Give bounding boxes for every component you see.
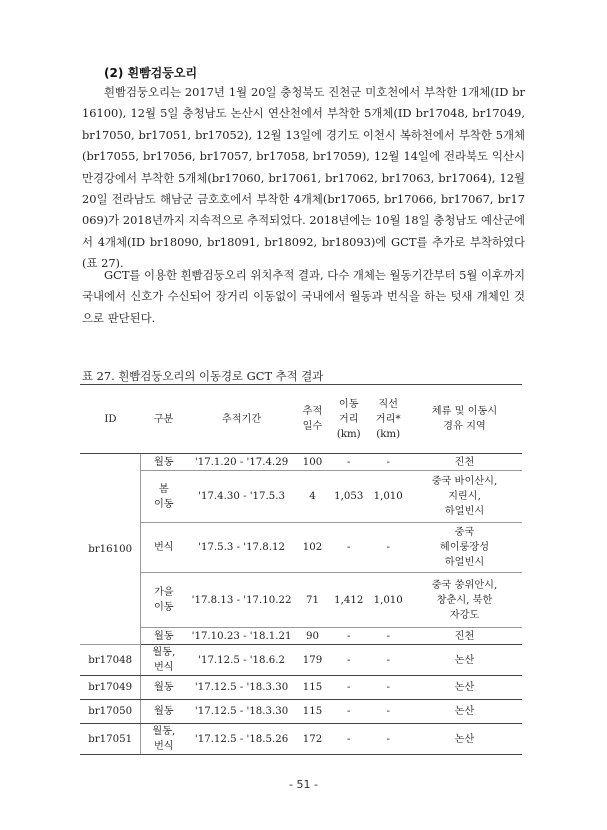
cell-distance: - xyxy=(328,628,369,645)
cell-type: 월동, 번식 xyxy=(141,724,186,755)
table-row xyxy=(80,628,522,645)
table-row xyxy=(80,573,522,628)
cell-period: '17.8.13 - '17.10.22 xyxy=(186,573,297,628)
header-straight: 직선 거리* (km) xyxy=(369,385,407,454)
cell-days: 172 xyxy=(297,724,328,755)
header-id: ID xyxy=(80,385,141,454)
cell-period: '17.4.30 - '17.5.3 xyxy=(186,471,297,523)
table-header-row xyxy=(80,385,522,454)
cell-period: '17.5.3 - '17.8.12 xyxy=(186,523,297,573)
cell-period: '17.12.5 - '18.3.30 xyxy=(186,700,297,724)
table-row xyxy=(80,523,522,573)
paragraph-2: GCT를 이용한 흰빰검둥오리 위치추적 결과, 다수 개체는 월동기간부터 5월 이후까지 국내에서 신호가 수신되어 장거리 이동없이 국내에서 월동과 번식을 하는 텃새 개체인 것으로 판단된다. xyxy=(82,268,525,325)
cell-days: 71 xyxy=(297,573,328,628)
cell-distance: - xyxy=(328,523,369,573)
page-number: - 51 - xyxy=(289,778,318,791)
cell-distance: - xyxy=(328,724,369,755)
cell-distance: - xyxy=(328,700,369,724)
cell-type: 가을 이동 xyxy=(141,573,186,628)
table-caption: 표 27. 흰빰검둥오리의 이동경로 GCT 추적 결과 xyxy=(82,369,324,383)
cell-days: 115 xyxy=(297,700,328,724)
header-route: 체류 및 이동시 경유 지역 xyxy=(407,385,522,454)
table-row xyxy=(80,676,522,700)
cell-straight: - xyxy=(369,645,407,676)
table-row xyxy=(80,724,522,755)
cell-route: 중국 쑹위안시, 창춘시, 북한 자강도 xyxy=(407,573,522,628)
cell-type: 월동 xyxy=(141,676,186,700)
cell-type: 봄 이동 xyxy=(141,471,186,523)
cell-route: 중국 바이산시, 지린시, 하얼빈시 xyxy=(407,471,522,523)
cell-id: br17048 xyxy=(80,645,141,676)
table-row xyxy=(80,471,522,523)
cell-straight: - xyxy=(369,676,407,700)
table-row xyxy=(80,454,522,471)
cell-distance: 1,053 xyxy=(328,471,369,523)
header-period: 추적기간 xyxy=(186,385,297,454)
cell-days: 100 xyxy=(297,454,328,471)
cell-days: 4 xyxy=(297,471,328,523)
cell-route: 진천 xyxy=(407,628,522,645)
header-days: 추적 일수 xyxy=(297,385,328,454)
cell-days: 115 xyxy=(297,676,328,700)
cell-straight: - xyxy=(369,628,407,645)
cell-period: '17.10.23 - '18.1.21 xyxy=(186,628,297,645)
cell-route: 논산 xyxy=(407,724,522,755)
header-type: 구분 xyxy=(141,385,186,454)
cell-days: 102 xyxy=(297,523,328,573)
cell-type: 월동 xyxy=(141,628,186,645)
cell-route: 논산 xyxy=(407,645,522,676)
table-row xyxy=(80,645,522,676)
cell-route: 논산 xyxy=(407,676,522,700)
cell-period: '17.12.5 - '18.6.2 xyxy=(186,645,297,676)
cell-straight: - xyxy=(369,523,407,573)
cell-period: '17.12.5 - '18.5.26 xyxy=(186,724,297,755)
cell-straight: 1,010 xyxy=(369,573,407,628)
header-distance: 이동 거리 (km) xyxy=(328,385,369,454)
gct-tracking-table xyxy=(80,384,522,755)
cell-distance: - xyxy=(328,454,369,471)
cell-period: '17.12.5 - '18.3.30 xyxy=(186,676,297,700)
cell-type: 월동 xyxy=(141,700,186,724)
cell-id: br17049 xyxy=(80,676,141,700)
cell-distance: 1,412 xyxy=(328,573,369,628)
cell-straight: - xyxy=(369,724,407,755)
cell-days: 179 xyxy=(297,645,328,676)
cell-type: 월동, 번식 xyxy=(141,645,186,676)
cell-route: 논산 xyxy=(407,700,522,724)
cell-id: br16100 xyxy=(80,454,141,645)
cell-distance: - xyxy=(328,645,369,676)
table-row xyxy=(80,700,522,724)
cell-straight: - xyxy=(369,700,407,724)
cell-id: br17051 xyxy=(80,724,141,755)
section-heading: (2) 흰빰검둥오리 xyxy=(104,66,198,80)
cell-type: 월동 xyxy=(141,454,186,471)
cell-distance: - xyxy=(328,676,369,700)
cell-straight: - xyxy=(369,454,407,471)
cell-route: 진천 xyxy=(407,454,522,471)
cell-route: 중국 헤이룽장성 하얼빈시 xyxy=(407,523,522,573)
cell-days: 90 xyxy=(297,628,328,645)
cell-id: br17050 xyxy=(80,700,141,724)
cell-type: 번식 xyxy=(141,523,186,573)
paragraph-1: 흰빰검둥오리는 2017년 1월 20일 충청북도 진천군 미호천에서 부착한 1개체(ID br16100), 12월 5일 충청남도 논산시 연산천에서 부착한 5개체(ID br17048, br17049, br17050, br17051, br17052), 12월 13일에 경기도 이천시 복하천에서 부착한 5개체(br17055, br17056, br17057, br17058, br17059), 12월 14일에 전라북도 익산시 만경강에서 부착한 5개체(br17060, br17061, br17062, br17063, br17064), 12월 20일 전라남도 해남군 금호호에서 부착한 4개체(br17065, br17066, br17067, br17069)가 2018년까지 지속적으로 추적되었다. 2018년에는 10월 18일 충청남도 예산군에서 4개체(ID br18090, br18091, br18092, br18093)에 GCT를 추가로 부착하였다(표 27). xyxy=(82,85,525,271)
cell-straight: 1,010 xyxy=(369,471,407,523)
cell-period: '17.1.20 - '17.4.29 xyxy=(186,454,297,471)
